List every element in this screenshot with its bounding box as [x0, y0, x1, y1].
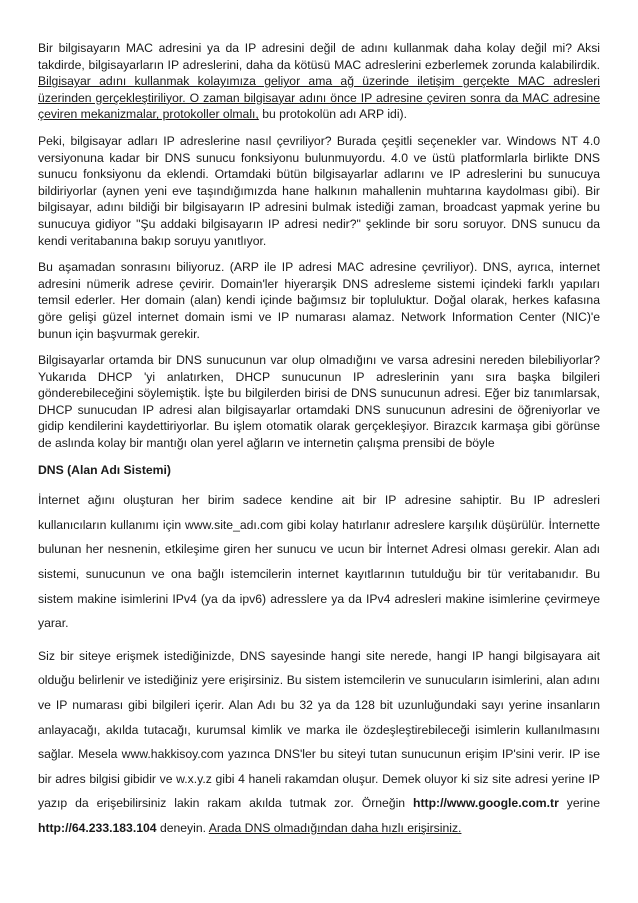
usage-mid-text: yerine — [558, 796, 600, 811]
paragraph-dns-usage — [38, 644, 600, 841]
usage-underlined-text: Arada DNS olmadığından daha hızlı erişirsiniz. — [208, 820, 462, 835]
paragraph-intro — [38, 40, 600, 123]
intro-text: Bir bilgisayarın MAC adresini ya da IP adresini değil de adını kullanmak daha kolay değil mi? Aksi takdirde, bilgisayarların IP adreslerini, daha da kötüsü MAC adreslerini ezberlemek zorunda kalabilirdik. — [38, 41, 600, 72]
usage-text: Siz bir siteye erişmek istediğinizde, DNS sayesinde hangi site nerede, hangi IP hangi bilgisayara ait olduğu belirlenir ve istediğiniz yere erişirsiniz. Bu sistem istemcilerin ve sunucuların isimlerini, alan adını ve IP numarası gibi bilgileri içerir. Alan Adı bu 32 ya da 128 bit uzunluğundaki sayı yerine insanların anlayacağı, akılda tutacağı, kurumsal kimlik ve marka ile özdeşleştirebileceği isimlerin kullanılmasını sağlar. Mesela www.hakkisoy.com yazınca DNS'ler bu siteyi tutan sunucunun erişim IP'sini verir. IP ise bir adres bilgisi gibidir ve w.x.y.z gibi 4 haneli rakamdan oluşur. Demek oluyor ki siz site adresi yerine IP yazıp da erişebilirsiniz lakin rakam akılda tutmak zor. Örneğin — [38, 648, 600, 811]
section-heading: DNS (Alan Adı Sistemi) — [38, 462, 171, 477]
paragraph-arp-dns: Bu aşamadan sonrasını biliyoruz. (ARP ile IP adresi MAC adresine çevriliyor). DNS, ayrıca, internet adresini nümerik adrese çevirir. Domain'ler hiyerarşik DNS adresleme sistemi içindeki farklı yapıları temsil ederler. Her domain (alan) kendi içinde bağımsız bir topluluktur. Doğal olarak, herkes kafasına göre gelişi güzel internet domain ismi ve IP numarası alamaz. Network Information Center (NIC)'e bunun için başvurmak gerekir. — [38, 260, 600, 341]
intro-tail-text: bu protokolün adı ARP idi). — [258, 107, 407, 122]
paragraph-dhcp-dns: Bilgisayarlar ortamda bir DNS sunucunun var olup olmadığını ve varsa adresini nereden bilebiliyorlar? Yukarıda DHCP 'yi anlatırken, DHCP sunucunun IP adreslerinin yanı sıra başka bilgileri gönderebileceğini söylemiştik. İşte bu bilgilerden birisi de DNS sunucunun adresi. Eğer biz tanımlarsak, DHCP sunucudan IP adresi alan bilgisayarlar ortamdaki DNS sunucunun adresini de öğreniyorlar ve gidip kendilerini kaydettiriyorlar. Bu işlem otomatik olarak gerçekleşiyor. Birazcık karmaşa gibi görünse de aslında kolay bir mantığı olan yerel ağların ve internetin çalışma prensibi de böyle — [38, 353, 600, 451]
google-url-text: http://www.google.com.tr — [413, 796, 559, 811]
paragraph-name-resolution: Peki, bilgisayar adları IP adreslerine nasıl çevriliyor? Burada çeşitli seçenekler var. Windows NT 4.0 versiyonuna kadar bir DNS sunucu fonksiyonu bulunmuyordu. 4.0 ve üstü platformlarla birlikte DNS sunucu fonksiyonu da eklendi. Ortamdaki bütün bilgisayarlar adlarını ve IP adreslerini bu sunucuya bildiriyorlar (aynen yeni eve taşındığımızda hane halkının mahallenin muhtarına kaydolması gibi). Bir bilgisayar, adını bildiği bir bilgisayarın IP adresini bulmak istediği zaman, broadcast yapmak yerine bu sunucuya gidiyor "Şu addaki bilgisayarın IP adresi nedir?" şeklinde bir soru soruyor. DNS sunucu da kendi veritabanına bakıp soruyu yanıtlıyor. — [38, 133, 600, 248]
usage-tail-text: deneyin. — [156, 820, 209, 835]
paragraph-dns-definition: İnternet ağını oluşturan her birim sadece kendine ait bir IP adresine sahiptir. Bu IP adresleri kullanıcıların kullanımı için www.site_adı.com gibi kolay hatırlanır adreslere karşılık düşürülür. İnternette bulunan her nesnenin, etkileşime giren her sunucu ve ucun bir İnternet Adresi olması gerekir. Alan adı sistemi, sunucunun ve ona bağlı istemcilerin internet kayıtlarının tutulduğu bir tür veritabanıdır. Bu sistem makine isimlerini IPv4 (ya da ipv6) adresslere ya da IPv4 adresleri makine isimlerine çevirmeye yarar. — [38, 493, 600, 631]
intro-underlined-text: Bilgisayar adını kullanmak kolayımıza geliyor ama ağ üzerinde iletişim gerçekte MAC adresleri üzerinden gerçekleştiriliyor. O zaman bilgisayar adını önce IP adresine çeviren sonra da MAC adresine çeviren mekanizmalar, protokoller olmalı, — [38, 74, 600, 122]
ip-url-text: http://64.233.183.104 — [38, 820, 157, 835]
